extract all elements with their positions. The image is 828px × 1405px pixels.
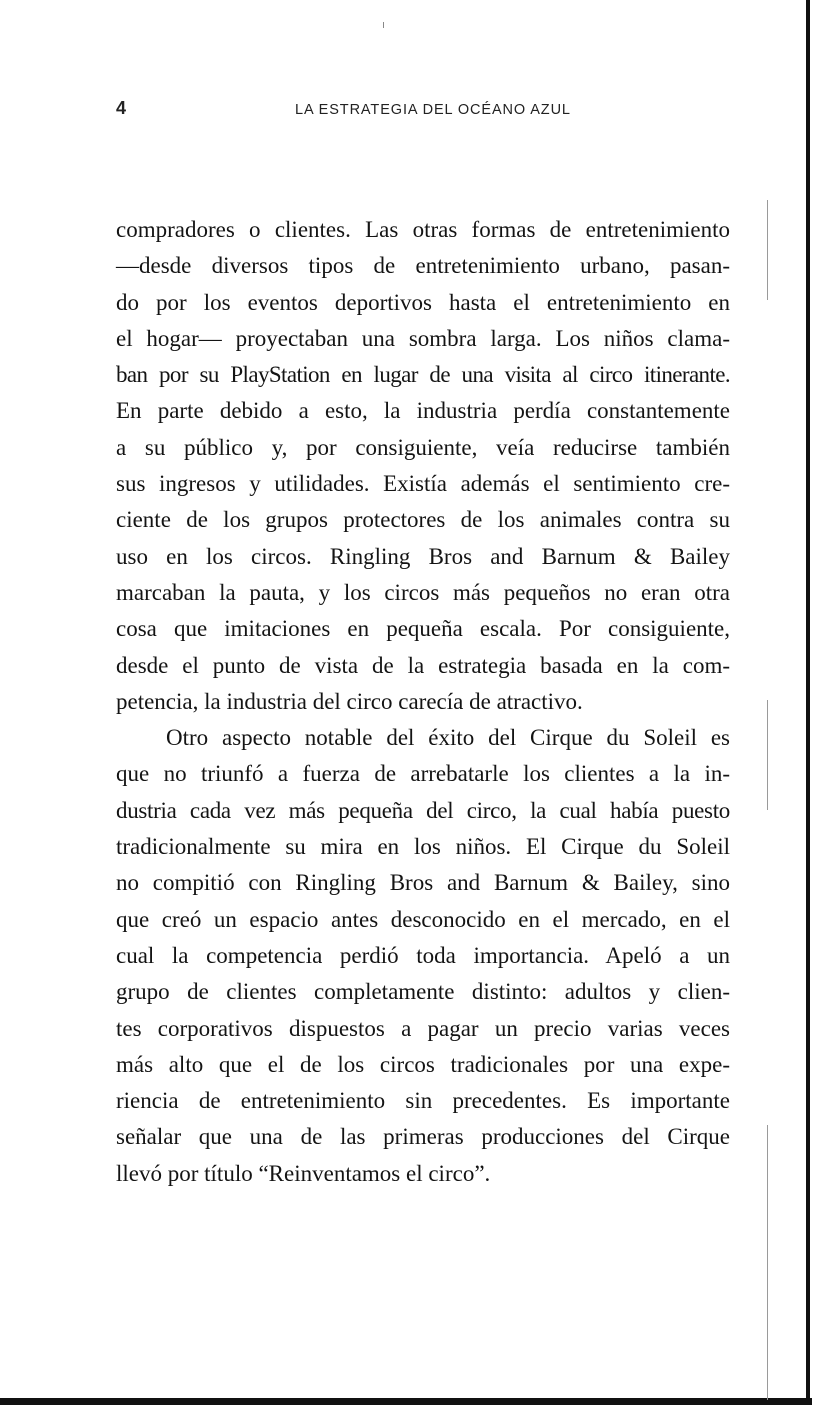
text-line: señalar que una de las primeras producciones del Cirque <box>116 1124 730 1150</box>
margin-line-bottom <box>767 1125 768 1400</box>
text-line: más alto que el de los circos tradicionales por una expe- <box>116 1051 730 1077</box>
text-line: cual la competencia perdió toda importancia. Apeló a un <box>116 942 730 968</box>
body-text <box>116 212 730 1192</box>
text-line: marcaban la pauta, y los circos más pequeños no eran otra <box>116 579 730 605</box>
page-right-edge <box>806 0 810 1400</box>
text-line: riencia de entretenimiento sin precedentes. Es importante <box>116 1088 730 1114</box>
margin-line-top <box>767 200 768 300</box>
text-line: petencia, la industria del circo carecía de atractivo. <box>116 688 583 714</box>
text-line: desde el punto de vista de la estrategia basada en la com- <box>116 652 730 678</box>
text-line: ciente de los grupos protectores de los animales contra su <box>116 507 730 533</box>
text-line: En parte debido a esto, la industria perdía constantemente <box>116 398 730 424</box>
text-line: cosa que imitaciones en pequeña escala. Por consiguiente, <box>116 616 730 642</box>
text-line: tradicionalmente su mira en los niños. El Cirque du Soleil <box>116 834 730 860</box>
text-line: el hogar— proyectaban una sombra larga. Los niños clama- <box>116 325 730 351</box>
text-line: que creó un espacio antes desconocido en el mercado, en el <box>116 906 730 932</box>
text-line: do por los eventos deportivos hasta el entretenimiento en <box>116 289 730 315</box>
text-line: ban por su PlayStation en lugar de una visita al circo itinerante. <box>116 362 730 388</box>
text-line: compradores o clientes. Las otras formas de entretenimiento <box>116 217 730 242</box>
text-line: uso en los circos. Ringling Bros and Barnum & Bailey <box>116 543 730 569</box>
page-bottom-edge <box>0 1398 812 1405</box>
text-line: tes corporativos dispuestos a pagar un precio varias veces <box>116 1015 730 1041</box>
text-line: a su público y, por consiguiente, veía reducirse también <box>116 434 730 460</box>
text-line: no compitió con Ringling Bros and Barnum & Bailey, sino <box>116 870 730 896</box>
text-line: que no triunfó a fuerza de arrebatarle los clientes a la in- <box>116 761 730 787</box>
text-line: llevó por título “Reinventamos el circo”. <box>116 1160 491 1186</box>
page-number: 4 <box>116 98 127 118</box>
scan-margin <box>810 0 828 1405</box>
paragraph-1 <box>116 212 730 720</box>
text-line: sus ingresos y utilidades. Existía además el sentimiento cre- <box>116 471 730 497</box>
running-title: LA ESTRATEGIA DEL OCÉANO AZUL <box>295 102 571 118</box>
text-line: dustria cada vez más pequeña del circo, la cual había puesto <box>116 797 730 823</box>
text-line: grupo de clientes completamente distinto: adultos y clien- <box>116 979 730 1005</box>
scan-speck <box>383 22 384 28</box>
text-line: Otro aspecto notable del éxito del Cirque du Soleil es <box>166 725 730 751</box>
paragraph-2 <box>116 720 730 1192</box>
margin-line-middle <box>767 700 768 810</box>
text-line: —desde diversos tipos de entretenimiento urbano, pasan- <box>116 253 730 279</box>
